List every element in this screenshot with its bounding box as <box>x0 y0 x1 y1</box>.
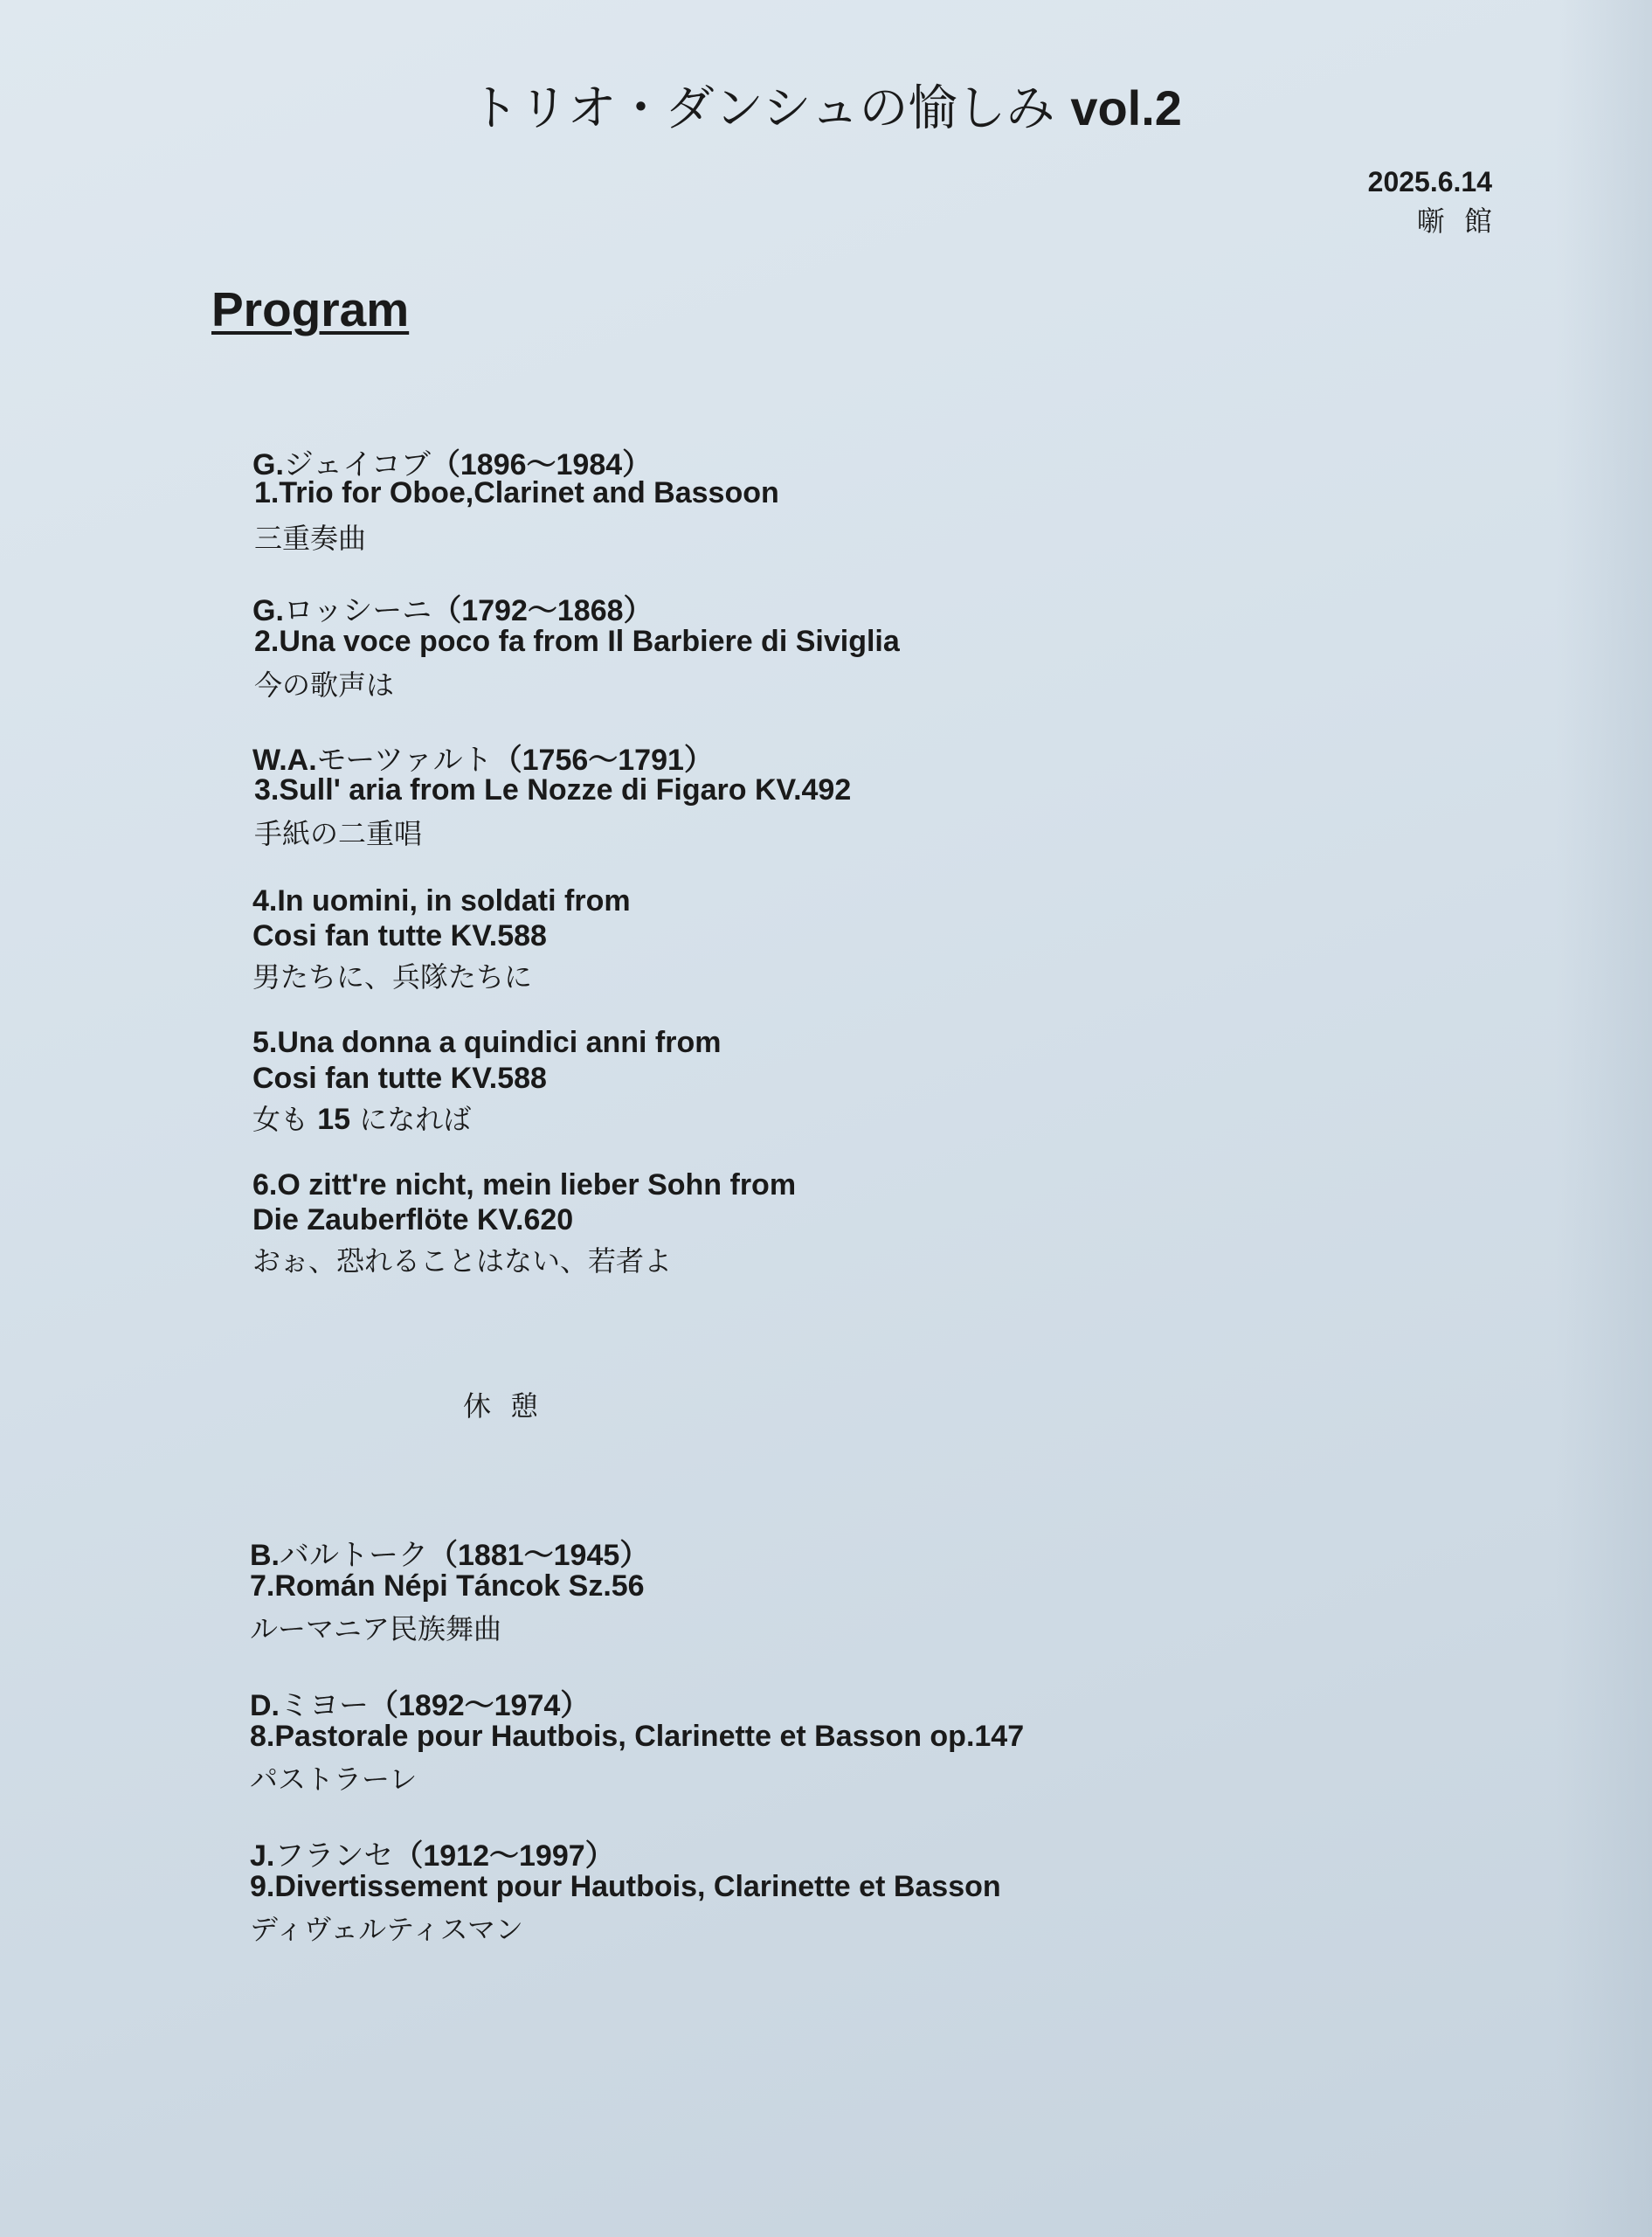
composer-initial: G. <box>252 594 284 627</box>
piece-title: 5.Una donna a quindici anni from <box>252 1026 722 1059</box>
piece-title: 8.Pastorale pour Hautbois, Clarinette et Basson op.147 <box>250 1720 1025 1753</box>
piece-japanese-title: 今の歌声は <box>254 668 395 702</box>
japanese-title-number: 15 <box>317 1103 351 1136</box>
piece-title: 1.Trio for Oboe,Clarinet and Bassoon <box>254 476 779 509</box>
japanese-title-start: 女も <box>252 1103 309 1136</box>
composer-initial: D. <box>250 1689 280 1722</box>
intermission-label: 休憩 <box>463 1389 558 1423</box>
composer-line <box>252 586 653 629</box>
composer-years: （1896～1984） <box>430 448 653 481</box>
piece-japanese-title <box>252 1098 471 1138</box>
piece-japanese-title: おぉ、恐れることはない、若者よ <box>252 1244 673 1278</box>
program-heading: Program <box>211 282 410 336</box>
piece-title: 7.Román Népi Táncok Sz.56 <box>250 1569 645 1603</box>
piece-japanese-title: ルーマニア民族舞曲 <box>250 1612 502 1645</box>
piece-japanese-title: ディヴェルティスマン <box>250 1913 523 1946</box>
piece-title: 3.Sull' aria from Le Nozze di Figaro KV.492 <box>254 773 852 807</box>
concert-venue: 噺館 <box>1416 205 1511 237</box>
composer-years: （1881～1945） <box>428 1539 650 1572</box>
composer-initial: G. <box>252 448 284 481</box>
composer-name: ロッシーニ <box>283 594 432 627</box>
japanese-title-end: になれば <box>359 1103 472 1136</box>
concert-title-volume: vol.2 <box>1070 80 1182 135</box>
composer-name: ミヨー <box>280 1689 369 1722</box>
composer-name: バルトーク <box>280 1539 428 1572</box>
piece-title-continued: Die Zauberflöte KV.620 <box>252 1203 574 1236</box>
composer-name: モーツァルト <box>316 744 493 777</box>
composer-line <box>250 1832 615 1874</box>
composer-initial: J. <box>250 1839 275 1873</box>
composer-line <box>250 1531 649 1574</box>
piece-japanese-title: 男たちに、兵隊たちに <box>252 960 533 994</box>
composer-line <box>250 1681 590 1724</box>
composer-name: フランセ <box>274 1839 394 1873</box>
paper-shadow <box>1556 0 1652 2237</box>
composer-years: （1912～1997） <box>393 1839 615 1873</box>
composer-line <box>252 736 714 779</box>
concert-title <box>0 70 1652 140</box>
composer-years: （1756～1791） <box>492 744 714 777</box>
piece-title: 6.O zitt're nicht, mein lieber Sohn from <box>252 1168 797 1202</box>
piece-japanese-title: 三重奏曲 <box>254 522 367 555</box>
piece-title: 4.In uomini, in soldati from <box>252 884 631 918</box>
piece-japanese-title: 手紙の二重唱 <box>254 817 423 850</box>
piece-title-continued: Cosi fan tutte KV.588 <box>252 919 547 952</box>
concert-date: 2025.6.14 <box>1367 166 1492 197</box>
date-venue-block <box>1367 163 1511 241</box>
composer-initial: B. <box>250 1539 280 1572</box>
piece-title: 2.Una voce poco fa from Il Barbiere di Siviglia <box>254 625 900 658</box>
composer-initial: W.A. <box>252 744 317 777</box>
concert-title-japanese: トリオ・ダンシュの愉しみ <box>470 80 1055 137</box>
piece-title-continued: Cosi fan tutte KV.588 <box>252 1062 547 1095</box>
composer-years: （1792～1868） <box>432 594 653 627</box>
composer-name: ジェイコブ <box>283 448 431 481</box>
composer-years: （1892～1974） <box>369 1689 591 1722</box>
piece-japanese-title: パストラーレ <box>250 1763 418 1796</box>
piece-title: 9.Divertissement pour Hautbois, Clarinette et Basson <box>250 1870 1001 1903</box>
